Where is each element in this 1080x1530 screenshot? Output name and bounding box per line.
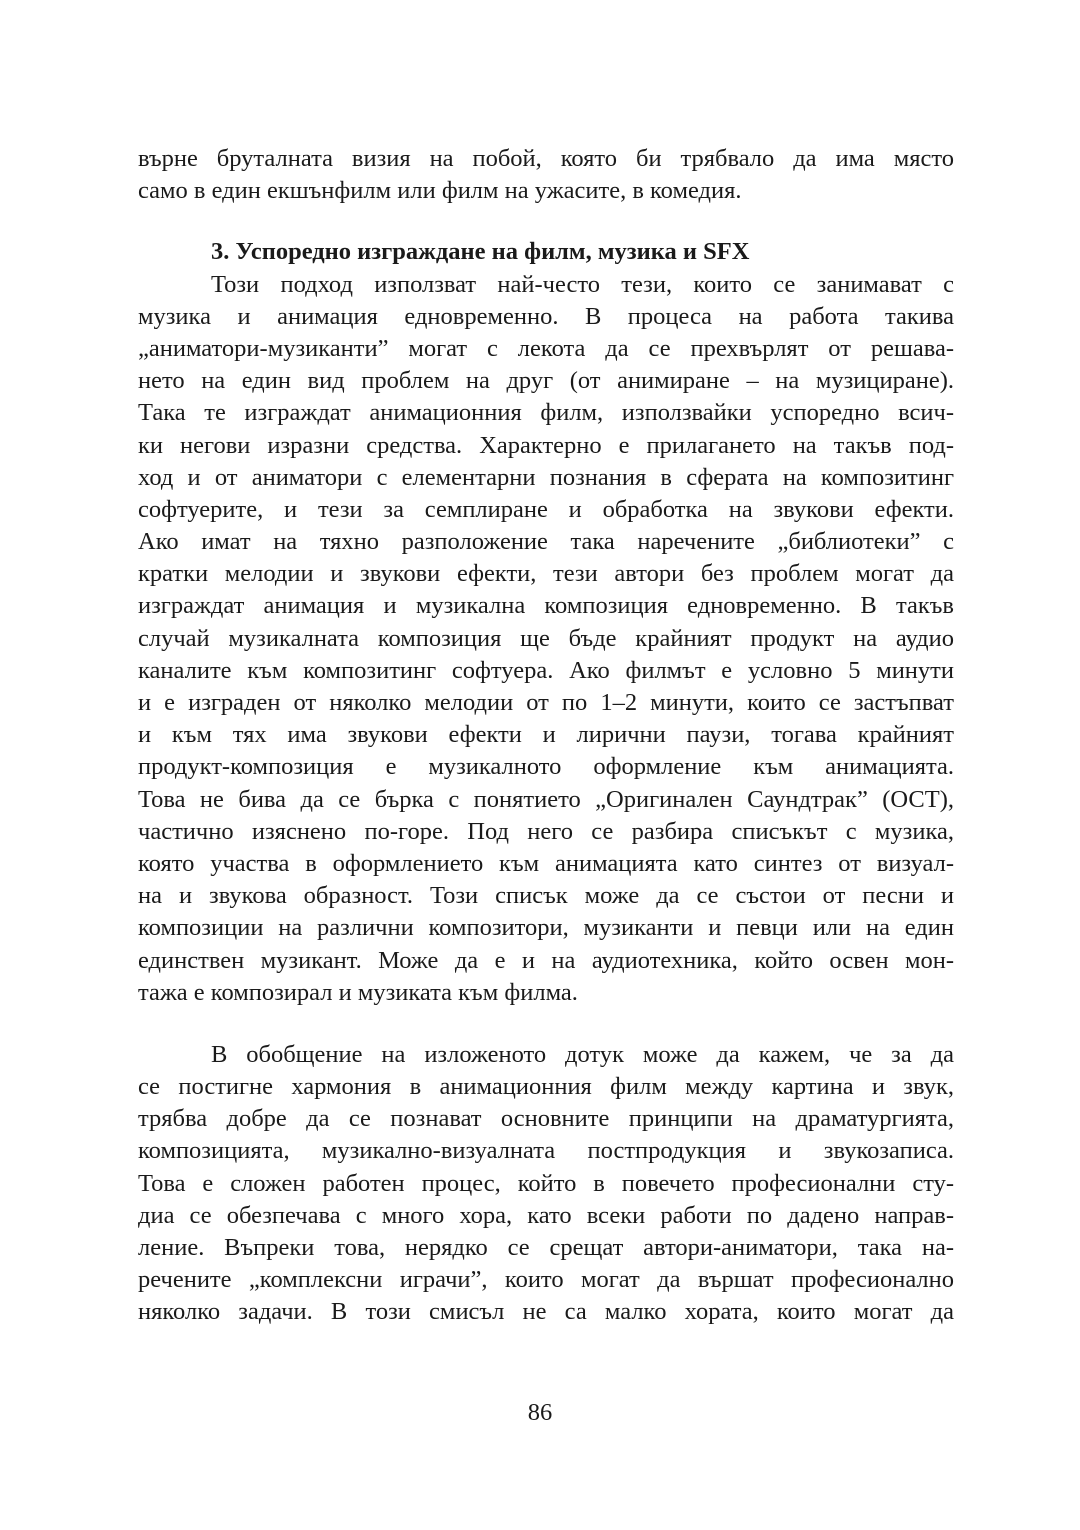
text-line: случай музикалната композиция ще бъде крайният продукт на аудио [138,624,954,652]
text-line: нето на един вид проблем на друг (от анимиране – на музициране). [138,367,954,395]
text-line: Това не бива да се бърка с понятието „Оригинален Саундтрак” (ОСТ), [138,785,954,813]
text-line: Този подход използват най-често тези, които се занимават с [211,270,954,298]
section-heading: 3. Успоредно изграждане на филм, музика и SFX [211,238,750,266]
text-line: трябва добре да се познават основните принципи на драматургията, [138,1105,954,1133]
text-line: Това е сложен работен процес, който в повечето професионални сту- [138,1169,954,1197]
text-line: речените „комплексни играчи”, които могат да вършат професионално [138,1266,954,1294]
page-body [138,143,954,1329]
text-line: музика и анимация едновременно. В процеса на работа такива [138,302,954,330]
text-line: и е изграден от няколко мелодии от по 1–2 минути, които се застъпват [138,689,954,716]
text-line: изграждат анимация и музикална композиция едновременно. В такъв [138,592,954,620]
text-line: се постигне хармония в анимационния филм между картина и звук, [138,1073,954,1101]
text-line: композиции на различни композитори, музиканти и певци или на един [138,914,954,942]
text-line: „аниматори-музиканти” могат с лекота да се прехвърлят от решава- [138,334,954,362]
text-line: няколко задачи. В този смисъл не са малко хората, които могат да [138,1298,954,1326]
paragraph-spacer [138,1009,954,1039]
page-number: 86 [527,1399,553,1426]
text-line: Ако имат на тяхно разположение така наречените „библиотеки” с [138,528,954,556]
text-line: В обобщение на изложеното дотук може да кажем, че за да [211,1040,954,1068]
text-line: продукт-композиция е музикалното оформление към анимацията. [138,753,954,781]
text-line: която участва в оформлението към анимацията като синтез от визуал- [138,849,954,877]
text-line: ки негови изразни средства. Характерно е прилагането на такъв под- [138,431,954,459]
text-line: Така те изграждат анимационния филм, използвайки успоредно всич- [138,399,954,427]
text-line: софтуерите, и тези за семплиране и обработка на звукови ефекти. [138,495,954,523]
text-line: и към тях има звукови ефекти и лирични паузи, тогава крайният [138,721,954,749]
paragraph-spacer [138,207,954,236]
conclusion-paragraph [138,1039,954,1329]
text-line: единствен музикант. Може да е и на аудиотехника, който освен мон- [138,946,954,974]
text-line: каналите към композитинг софтуера. Ако филмът е условно 5 минути [138,656,954,684]
text-line: ход и от аниматори с елементарни познания в сферата на композитинг [138,463,954,491]
text-line: тажа е композирал и музиката към филма. [138,978,578,1006]
text-line: само в един екшънфилм или филм на ужасите, в комедия. [138,177,742,205]
text-line: диа се обезпечава с много хора, като всеки работи по дадено направ- [138,1201,954,1229]
text-line: кратки мелодии и звукови ефекти, тези автори без проблем могат да [138,560,954,588]
text-line: ление. Въпреки това, нерядко се срещат автори-аниматори, така на- [138,1234,954,1261]
text-line: на и звукова образност. Този списък може да се състои от песни и [138,882,954,910]
text-line: композицията, музикално-визуалната постпродукция и звукозаписа. [138,1137,954,1165]
opening-paragraph [138,143,954,207]
text-line: върне бруталната визия на побой, която би трябвало да има място [138,145,954,172]
text-line: частично изяснено по-горе. Под него се разбира списъкът с музика, [138,817,954,845]
section-paragraph [138,269,954,1009]
